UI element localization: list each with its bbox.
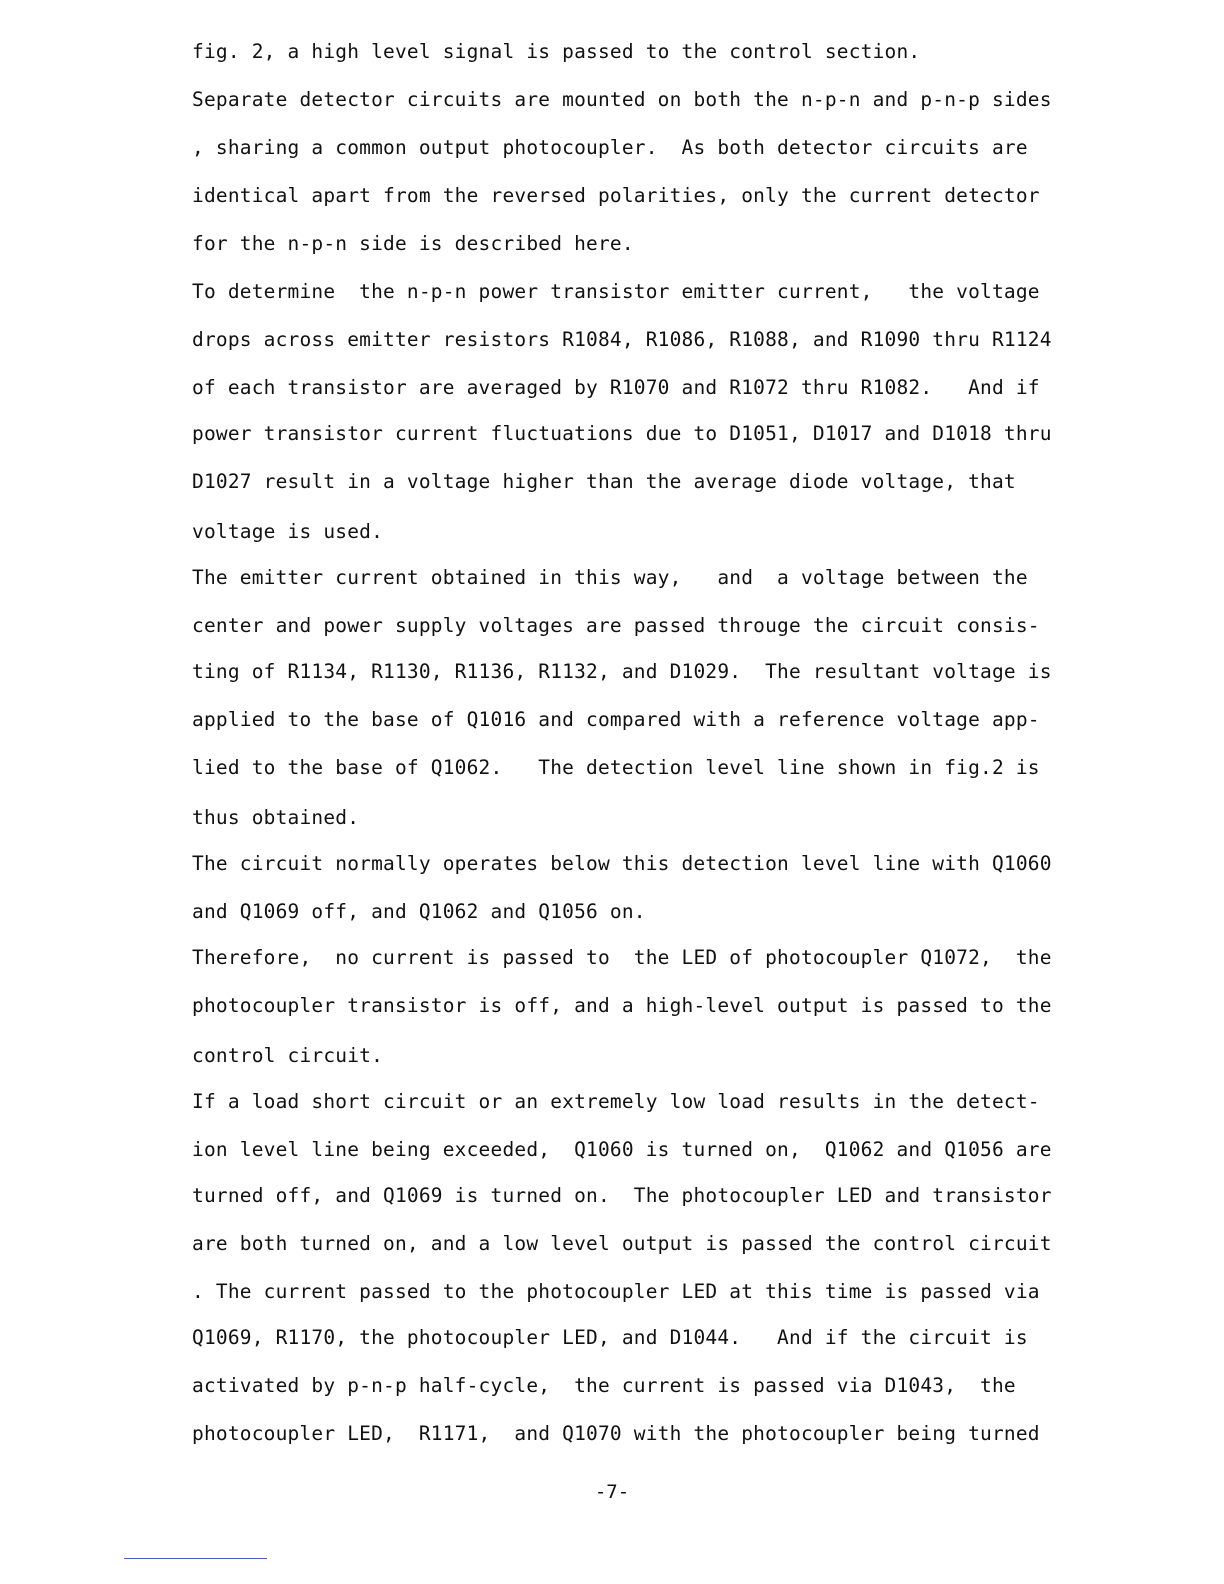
- text-line: power transistor current fluctuations due to D1051, D1017 and D1018 thru: [192, 422, 1052, 445]
- text-line: control circuit.: [192, 1044, 384, 1067]
- text-line: Separate detector circuits are mounted on both the n-p-n and p-n-p sides: [192, 88, 1052, 111]
- text-line: applied to the base of Q1016 and compared with a reference voltage app-: [192, 708, 1040, 731]
- text-line: photocoupler transistor is off, and a high-level output is passed to the: [192, 994, 1052, 1017]
- text-line: D1027 result in a voltage higher than the average diode voltage, that: [192, 470, 1016, 493]
- text-line: and Q1069 off, and Q1062 and Q1056 on.: [192, 900, 646, 923]
- text-line: The circuit normally operates below this detection level line with Q1060: [192, 852, 1052, 875]
- text-line: fig. 2, a high level signal is passed to the control section.: [192, 40, 921, 63]
- text-line: of each transistor are averaged by R1070 and R1072 thru R1082. And if: [192, 376, 1040, 399]
- text-line: . The current passed to the photocoupler LED at this time is passed via: [192, 1280, 1040, 1303]
- text-line: voltage is used.: [192, 520, 384, 543]
- text-line: Q1069, R1170, the photocoupler LED, and D1044. And if the circuit is: [192, 1326, 1028, 1349]
- text-line: lied to the base of Q1062. The detection level line shown in fig.2 is: [192, 756, 1040, 779]
- text-line: activated by p-n-p half-cycle, the current is passed via D1043, the: [192, 1374, 1016, 1397]
- text-line: If a load short circuit or an extremely low load results in the detect-: [192, 1090, 1040, 1113]
- text-line: To determine the n-p-n power transistor emitter current, the voltage: [192, 280, 1040, 303]
- text-line: ion level line being exceeded, Q1060 is turned on, Q1062 and Q1056 are: [192, 1138, 1052, 1161]
- text-line: turned off, and Q1069 is turned on. The photocoupler LED and transistor: [192, 1184, 1052, 1207]
- text-line: Therefore, no current is passed to the LED of photocoupler Q1072, the: [192, 946, 1052, 969]
- text-line: thus obtained.: [192, 806, 360, 829]
- text-line: for the n-p-n side is described here.: [192, 232, 634, 255]
- text-line: center and power supply voltages are passed througe the circuit consis-: [192, 614, 1040, 637]
- text-line: identical apart from the reversed polarities, only the current detector: [192, 184, 1040, 207]
- text-line: The emitter current obtained in this way, and a voltage between the: [192, 566, 1028, 589]
- text-line: photocoupler LED, R1171, and Q1070 with the photocoupler being turned: [192, 1422, 1040, 1445]
- page-number: -7-: [594, 1481, 630, 1503]
- text-line: , sharing a common output photocoupler. As both detector circuits are: [192, 136, 1028, 159]
- text-line: are both turned on, and a low level output is passed the control circuit: [192, 1232, 1052, 1255]
- footnote-rule: [124, 1558, 267, 1559]
- text-line: ting of R1134, R1130, R1136, R1132, and D1029. The resultant voltage is: [192, 660, 1052, 683]
- text-line: drops across emitter resistors R1084, R1086, R1088, and R1090 thru R1124: [192, 328, 1052, 351]
